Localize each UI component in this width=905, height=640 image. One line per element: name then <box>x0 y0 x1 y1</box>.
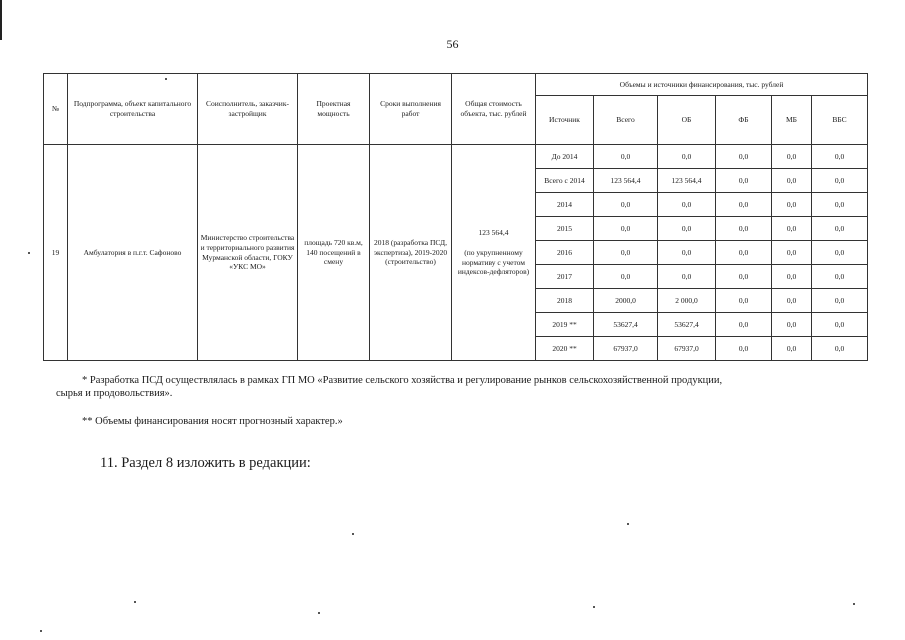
cell-total: 67937,0 <box>594 337 658 361</box>
object-terms: 2018 (разработка ПСД, экспертиза), 2019-2020 (строительство) <box>370 145 452 361</box>
cell-ob: 0,0 <box>658 145 716 169</box>
cell-fb: 0,0 <box>716 289 772 313</box>
page-edge-mark <box>0 0 2 40</box>
scan-speck <box>28 252 30 254</box>
cell-ob: 0,0 <box>658 193 716 217</box>
cell-total: 0,0 <box>594 217 658 241</box>
section-title: 11. Раздел 8 изложить в редакции: <box>100 455 311 471</box>
cell-source: 2014 <box>536 193 594 217</box>
cell-total: 0,0 <box>594 145 658 169</box>
cell-fb: 0,0 <box>716 145 772 169</box>
cell-ob: 0,0 <box>658 217 716 241</box>
header-fb: ФБ <box>716 96 772 145</box>
cell-fb: 0,0 <box>716 337 772 361</box>
footnote-forecast: ** Объемы финансирования носят прогнозный характер.» <box>82 416 343 427</box>
cell-fb: 0,0 <box>716 313 772 337</box>
scan-speck <box>627 523 629 525</box>
object-cost-value: 123 564,4 <box>478 228 509 237</box>
header-total-cost: Общая стоимость объекта, тыс. рублей <box>452 74 536 145</box>
cell-mb: 0,0 <box>772 265 812 289</box>
scan-speck <box>40 630 42 632</box>
cell-total: 2000,0 <box>594 289 658 313</box>
cell-source: До 2014 <box>536 145 594 169</box>
header-total: Всего <box>594 96 658 145</box>
scan-speck <box>165 78 167 80</box>
cell-vbs: 0,0 <box>812 265 868 289</box>
object-number: 19 <box>44 145 68 361</box>
cell-vbs: 0,0 <box>812 217 868 241</box>
cell-ob: 123 564,4 <box>658 169 716 193</box>
cell-mb: 0,0 <box>772 169 812 193</box>
cell-source: 2020 ** <box>536 337 594 361</box>
cell-vbs: 0,0 <box>812 289 868 313</box>
object-capacity: площадь 720 кв.м, 140 посещений в смену <box>298 145 370 361</box>
cell-ob: 53627,4 <box>658 313 716 337</box>
cell-vbs: 0,0 <box>812 169 868 193</box>
header-capacity: Проектная мощность <box>298 74 370 145</box>
cell-ob: 2 000,0 <box>658 289 716 313</box>
page-number: 56 <box>446 37 459 51</box>
cell-mb: 0,0 <box>772 193 812 217</box>
header-vbs: ВБС <box>812 96 868 145</box>
header-terms: Сроки выполнения работ <box>370 74 452 145</box>
cell-source: Всего с 2014 <box>536 169 594 193</box>
cell-mb: 0,0 <box>772 289 812 313</box>
cell-mb: 0,0 <box>772 337 812 361</box>
cell-total: 0,0 <box>594 193 658 217</box>
cell-source: 2018 <box>536 289 594 313</box>
cell-source: 2017 <box>536 265 594 289</box>
footnote-psd-continuation: сырья и продовольствия». <box>56 388 173 399</box>
header-ob: ОБ <box>658 96 716 145</box>
header-executor: Соисполнитель, заказчик-застройщик <box>198 74 298 145</box>
header-source: Источник <box>536 96 594 145</box>
scan-speck <box>318 612 320 614</box>
cell-fb: 0,0 <box>716 265 772 289</box>
cell-fb: 0,0 <box>716 217 772 241</box>
cell-mb: 0,0 <box>772 313 812 337</box>
header-subprogram: Подпрограмма, объект капитального строительства <box>68 74 198 145</box>
header-mb: МБ <box>772 96 812 145</box>
scan-speck <box>593 606 595 608</box>
table-row <box>44 145 868 169</box>
object-cost-note: (по укрупненному нормативу с учетом индексов-дефляторов) <box>457 247 530 277</box>
scan-speck <box>134 601 136 603</box>
cell-ob: 0,0 <box>658 241 716 265</box>
capital-construction-table <box>43 73 868 361</box>
cell-ob: 67937,0 <box>658 337 716 361</box>
cell-fb: 0,0 <box>716 169 772 193</box>
cell-total: 123 564,4 <box>594 169 658 193</box>
cell-mb: 0,0 <box>772 241 812 265</box>
cell-vbs: 0,0 <box>812 193 868 217</box>
cell-total: 53627,4 <box>594 313 658 337</box>
cell-source: 2016 <box>536 241 594 265</box>
cell-fb: 0,0 <box>716 193 772 217</box>
header-num: № <box>44 74 68 145</box>
cell-ob: 0,0 <box>658 265 716 289</box>
cell-mb: 0,0 <box>772 145 812 169</box>
cell-vbs: 0,0 <box>812 241 868 265</box>
scan-speck <box>853 603 855 605</box>
object-executor: Министерство строительства и территориального развития Мурманской области, ГОКУ «УКС МО» <box>198 145 298 361</box>
cell-mb: 0,0 <box>772 217 812 241</box>
cell-source: 2019 ** <box>536 313 594 337</box>
scan-speck <box>352 533 354 535</box>
footnote-psd: * Разработка ПСД осуществлялась в рамках ГП МО «Развитие сельского хозяйства и регулирование рынков сельскохозяйственной продукции, <box>82 375 723 386</box>
cell-total: 0,0 <box>594 265 658 289</box>
cell-fb: 0,0 <box>716 241 772 265</box>
cell-vbs: 0,0 <box>812 145 868 169</box>
object-name: Амбулатория в п.г.т. Сафоново <box>68 145 198 361</box>
cell-vbs: 0,0 <box>812 337 868 361</box>
cell-vbs: 0,0 <box>812 313 868 337</box>
object-cost <box>452 145 536 361</box>
header-financing-group: Объемы и источники финансирования, тыс. рублей <box>536 74 868 96</box>
cell-source: 2015 <box>536 217 594 241</box>
cell-total: 0,0 <box>594 241 658 265</box>
